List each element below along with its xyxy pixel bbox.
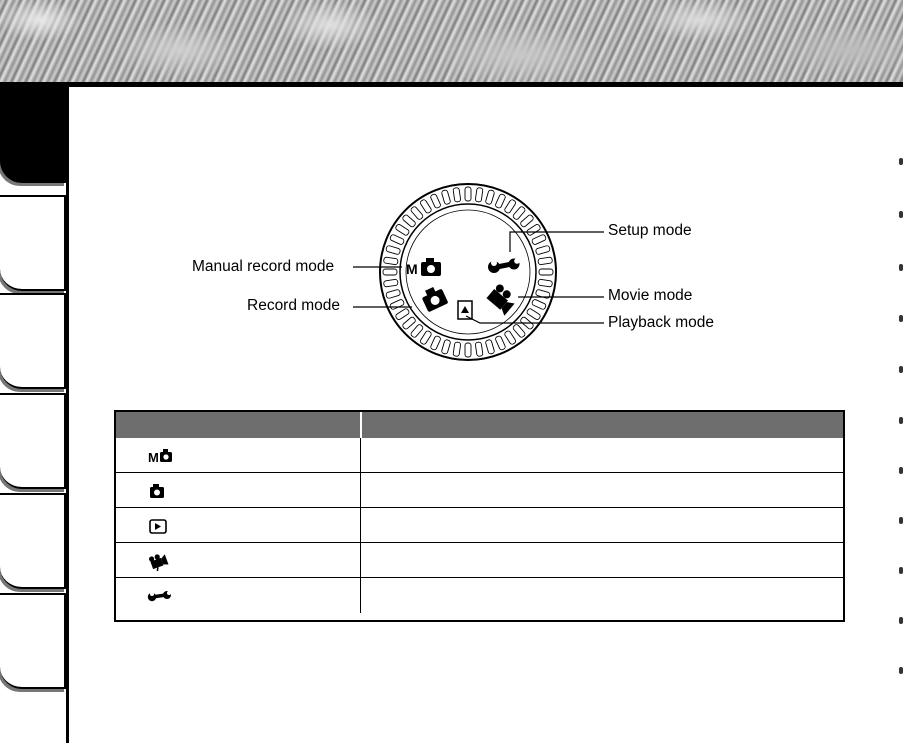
- edge-mark: [899, 211, 903, 218]
- dial-playback-icon: [458, 301, 472, 319]
- header-banner-image: [0, 0, 903, 82]
- dial-knurl-ridge: [383, 269, 397, 275]
- edge-mark: [899, 366, 903, 373]
- edge-mark: [899, 417, 903, 424]
- table-row: [116, 438, 843, 473]
- chapter-tab-1[interactable]: [0, 87, 66, 183]
- edge-mark: [899, 517, 903, 524]
- label-playback-mode: Playback mode: [608, 314, 714, 331]
- chapter-tab-4[interactable]: [0, 393, 66, 489]
- label-setup-mode: Setup mode: [608, 222, 692, 239]
- dial-knurl-ridge: [465, 187, 471, 201]
- playback-icon: [136, 516, 172, 536]
- table-row: [116, 543, 843, 578]
- header-rule: [0, 82, 903, 87]
- movie-camera-icon: [136, 551, 172, 571]
- chapter-tab-2[interactable]: [0, 195, 66, 291]
- chapter-tab-5[interactable]: [0, 493, 66, 589]
- manual-glyph: M: [148, 450, 159, 465]
- camera-icon: [136, 481, 172, 501]
- edge-mark: [899, 617, 903, 624]
- edge-mark: [899, 567, 903, 574]
- dial-knurl-ridge: [539, 269, 553, 275]
- chapter-tab-3[interactable]: [0, 293, 66, 389]
- edge-mark: [899, 667, 903, 674]
- edge-mark: [899, 315, 903, 322]
- manual-record-camera-icon: [136, 446, 172, 466]
- dial-manual-glyph: M: [406, 261, 418, 277]
- edge-mark: [899, 264, 903, 271]
- table-row: [116, 578, 843, 613]
- label-record-mode: Record mode: [247, 297, 341, 314]
- wrench-icon: [136, 586, 172, 606]
- edge-mark: [899, 158, 903, 165]
- table-header: [116, 412, 843, 438]
- edge-mark: [899, 467, 903, 474]
- mode-dial: [376, 180, 560, 364]
- label-manual-record-mode: Manual record mode: [192, 258, 335, 275]
- left-margin-rule: [66, 87, 69, 743]
- dial-knurl-ridge: [465, 343, 471, 357]
- table-row: [116, 473, 843, 508]
- mode-table: [114, 410, 845, 622]
- label-movie-mode: Movie mode: [608, 287, 693, 304]
- chapter-tab-6[interactable]: [0, 593, 66, 689]
- table-row: [116, 508, 843, 543]
